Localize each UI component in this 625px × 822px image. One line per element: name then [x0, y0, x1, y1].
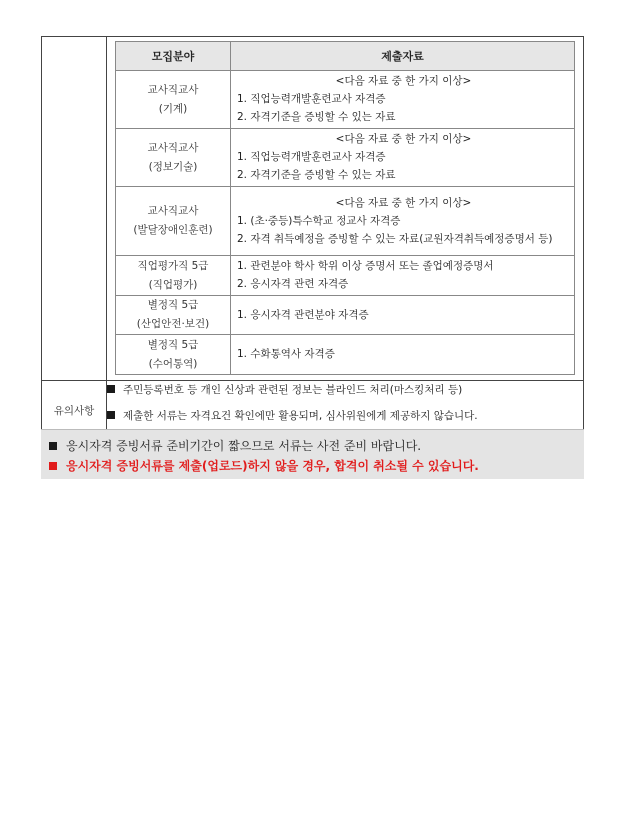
field-cell: 별정직 5급 (수어통역): [116, 335, 231, 375]
field-cell: 직업평가직 5급 (직업평가): [116, 256, 231, 296]
square-bullet-icon: [107, 411, 115, 419]
square-bullet-icon: [49, 462, 57, 470]
document-table: [41, 36, 584, 441]
header-field: 모집분야: [116, 42, 231, 71]
list-item: 제출한 서류는 자격요건 확인에만 활용되며, 심사위원에게 제공하지 않습니다.: [107, 407, 583, 425]
table-row: [116, 296, 575, 335]
footer-notice: [41, 429, 584, 479]
square-bullet-icon: [49, 442, 57, 450]
list-item: 주민등록번호 등 개인 신상과 관련된 정보는 블라인드 처리(마스킹처리 등): [107, 381, 583, 399]
table-row: [116, 187, 575, 256]
submission-materials-table: [115, 41, 575, 375]
table-row: [116, 71, 575, 129]
table-row: [116, 256, 575, 296]
docs-cell: <다음 자료 중 한 가지 이상> 1. (초·중등)특수학교 정교사 자격증 2. 자격 취득예정을 증빙할 수 있는 자료(교원자격취득예정증명서 등): [231, 187, 575, 256]
docs-cell: 1. 응시자격 관련분야 자격증: [231, 296, 575, 335]
docs-cell: 1. 관련분야 학사 학위 이상 증명서 또는 졸업예정증명서 2. 응시자격 관련 자격증: [231, 256, 575, 296]
docs-cell: <다음 자료 중 한 가지 이상> 1. 직업능력개발훈련교사 자격증 2. 자격기준을 증빙할 수 있는 자료: [231, 71, 575, 129]
square-bullet-icon: [107, 385, 115, 393]
field-cell: 교사직교사 (정보기술): [116, 129, 231, 187]
footer-warning-line: 응시자격 증빙서류를 제출(업로드)하지 않을 경우, 합격이 취소될 수 있습니다.: [49, 457, 479, 474]
footer-line-1: 응시자격 증빙서류 준비기간이 짧으므로 서류는 사전 준비 바랍니다.: [49, 437, 421, 454]
blank-label-cell: [42, 37, 107, 381]
table-row: [116, 335, 575, 375]
field-cell: 별정직 5급 (산업안전·보건): [116, 296, 231, 335]
notes-label: 유의사항: [42, 381, 107, 441]
docs-cell: 1. 수화통역사 자격증: [231, 335, 575, 375]
header-docs: 제출자료: [231, 42, 575, 71]
table-row: [116, 129, 575, 187]
field-cell: 교사직교사 (발달장애인훈련): [116, 187, 231, 256]
field-cell: 교사직교사 (기계): [116, 71, 231, 129]
submission-materials-cell: [107, 37, 584, 381]
docs-cell: <다음 자료 중 한 가지 이상> 1. 직업능력개발훈련교사 자격증 2. 자격기준을 증빙할 수 있는 자료: [231, 129, 575, 187]
